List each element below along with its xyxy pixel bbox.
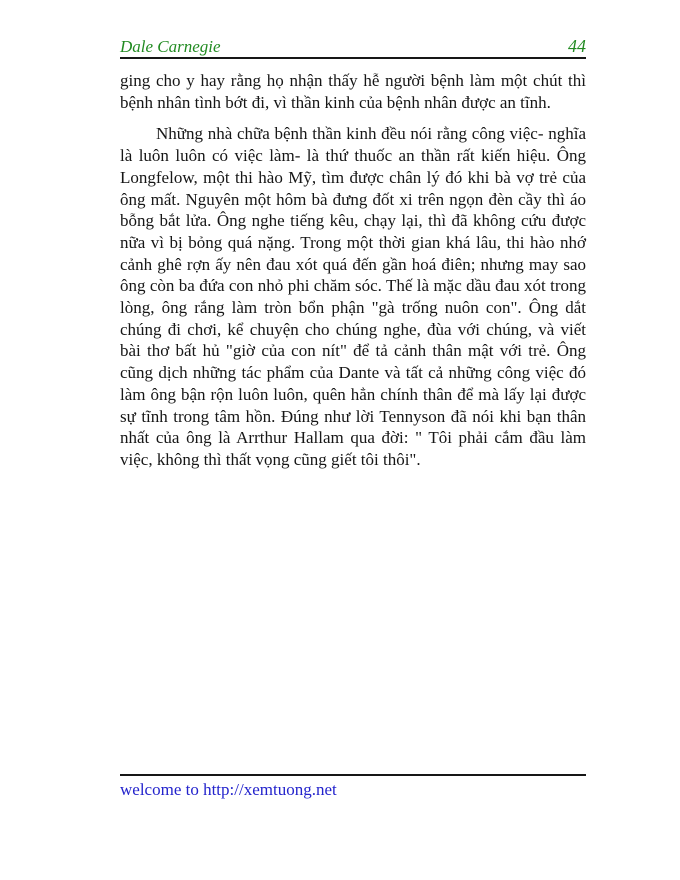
- footer-rule: [120, 774, 586, 776]
- paragraph-main: Những nhà chữa bệnh thần kinh đều nói rằng công việc- nghĩa là luôn luôn có việc làm- là thứ thuốc an thần rất kiến hiệu. Ông Longfelow, một thi hào Mỹ, tìm được chân lý đó khi bà vợ trẻ của ông mất. Nguyên một hôm bà đưng đốt xi trên ngọn đèn cầy thì áo bỗng bắt lửa. Ông nghe tiếng kêu, chạy lại, thì đã không cứu được nữa vì bị bỏng quá nặng. Trong một thời gian khá lâu, thi hào nhớ cảnh ghê rợn ấy nên đau xót quá đến gần hoá điên; nhưng may sao ông còn ba đứa con nhỏ phi chăm sóc. Thế là mặc dầu đau xót trong lòng, ông rắng làm tròn bổn phận "gà trống nuôn con". Ông dắt chúng đi chơi, kể chuyện cho chúng nghe, đùa với chúng, và viết bài thơ bất hủ "giờ của con nít" để tả cảnh thân mật với trẻ. Ông cũng dịch những tác phẩm của Dante và tất cả những công việc đó làm ông bận rộn luôn luôn, quên hẳn chính thân để mà lấy lại được sự tĩnh trong tâm hồn. Đúng như lời Tennyson đã nói khi bạn thân nhất của ông là Arrthur Hallam qua đời: " Tôi phải cắm đầu làm việc, không thì thất vọng cũng giết tôi thôi".: [120, 124, 586, 469]
- page-body: [120, 70, 586, 471]
- running-header-title: Dale Carnegie: [120, 37, 221, 56]
- paragraph-continuation: ging cho y hay rằng họ nhận thấy hễ người bệnh làm một chút thì bệnh nhân tình bớt đi, vì thần kinh của bệnh nhân được an tĩnh.: [120, 71, 586, 112]
- footer-site-link[interactable]: welcome to http://xemtuong.net: [120, 780, 337, 799]
- page-header: [120, 36, 586, 57]
- page-number: 44: [568, 36, 586, 56]
- header-rule: [120, 57, 586, 59]
